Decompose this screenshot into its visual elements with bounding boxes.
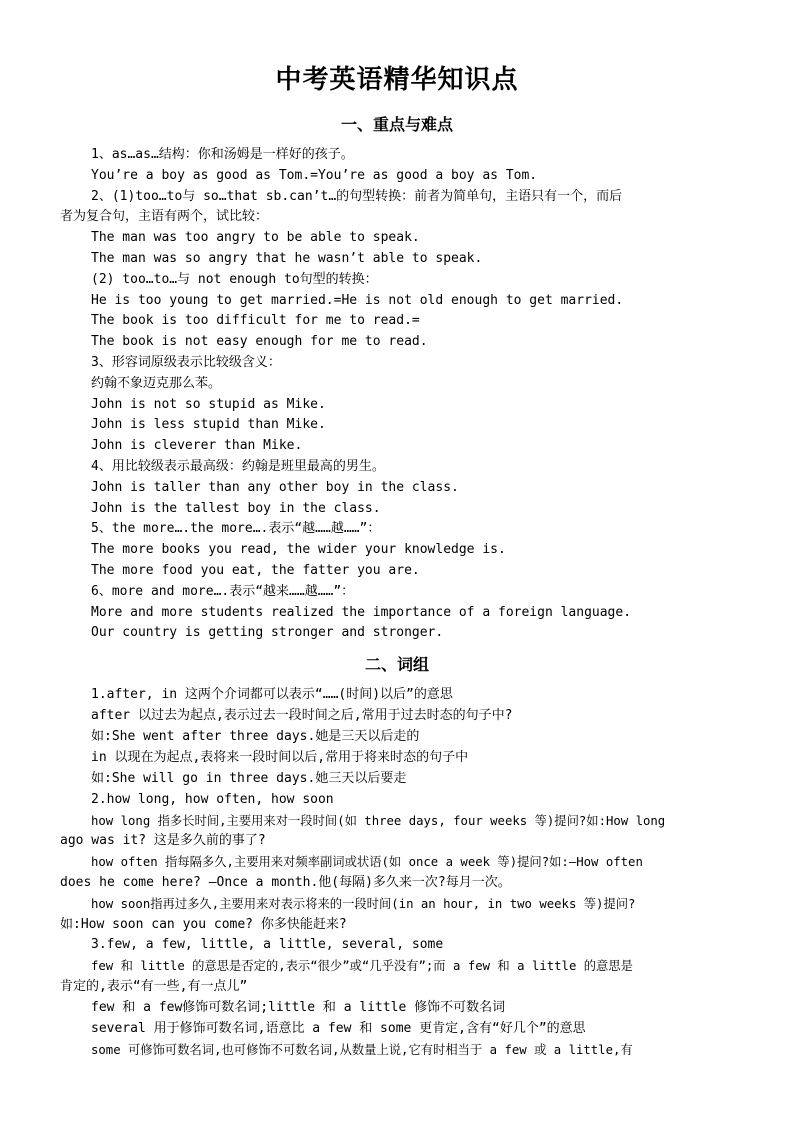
text-line: 1、as…as…结构：你和汤姆是一样好的孩子。 bbox=[91, 147, 354, 162]
text-line: John is taller than any other boy in the class. bbox=[91, 480, 459, 495]
text-line: The man was too angry to be able to speak. bbox=[91, 230, 420, 245]
text-line: few 和 a few修饰可数名词;little 和 a little 修饰不可数名词 bbox=[91, 1000, 506, 1015]
text-line: The book is too difficult for me to read.= bbox=[91, 313, 420, 328]
text-line: The book is not easy enough for me to read. bbox=[91, 334, 428, 349]
text-line: He is too young to get married.=He is not old enough to get married. bbox=[91, 293, 624, 308]
text-line: 3.few, a few, little, a little, several, some bbox=[91, 937, 444, 952]
text-line: in 以现在为起点,表将来一段时间以后,常用于将来时态的句子中 bbox=[91, 750, 469, 765]
text-line: 1.after, in 这两个介词都可以表示“……(时间)以后”的意思 bbox=[91, 687, 453, 702]
text-line: 6、more and more….表示“越来……越……”： bbox=[91, 584, 355, 599]
text-line: 肯定的,表示“有一些,有一点儿” bbox=[60, 979, 248, 994]
text-line: some 可修饰可数名词,也可修饰不可数名词,从数量上说,它有时相当于 a few 或 a little,有 bbox=[91, 1043, 633, 1057]
text-line: The man was so angry that he wasn’t able to speak. bbox=[91, 251, 483, 266]
section-heading-phrases: 二、词组 bbox=[364, 655, 429, 674]
text-line: John is the tallest boy in the class. bbox=[91, 501, 381, 516]
text-line: few 和 little 的意思是否定的,表示“很少”或“几乎没有”;而 a few 和 a little 的意思是 bbox=[91, 959, 633, 973]
text-line: 5、the more….the more….表示“越……越……”： bbox=[91, 521, 381, 536]
text-line: 者为复合句，主语有两个，试比较： bbox=[60, 209, 269, 224]
text-line: 约翰不象迈克那么苯。 bbox=[91, 376, 222, 391]
text-line: 如:How soon can you come? 你多快能赶来? bbox=[60, 917, 347, 932]
text-line: More and more students realized the importance of a foreign language. bbox=[91, 605, 632, 620]
text-line: ago was it? 这是多久前的事了? bbox=[60, 833, 266, 848]
text-line: how often 指每隔多久,主要用来对频率副词或状语(如 once a week 等)提问?如:—How often bbox=[91, 855, 643, 869]
text-line: 如:She will go in three days.她三天以后要走 bbox=[91, 771, 407, 786]
text-line: how soon指再过多久,主要用来对表示将来的一段时间(in an hour, in two weeks 等)提问? bbox=[91, 897, 636, 911]
text-line: 4、用比较级表示最高级：约翰是班里最高的男生。 bbox=[91, 459, 385, 474]
text-line: John is less stupid than Mike. bbox=[91, 417, 326, 432]
text-line: (2) too…to…与 not enough to句型的转换： bbox=[91, 272, 378, 287]
document-title: 中考英语精华知识点 bbox=[275, 65, 519, 95]
text-line: 3、形容词原级表示比较级含义： bbox=[91, 355, 281, 370]
text-line: several 用于修饰可数名词,语意比 a few 和 some 更肯定,含有“好几个”的意思 bbox=[91, 1021, 586, 1036]
text-line: Our country is getting stronger and stronger. bbox=[91, 625, 444, 640]
text-line: after 以过去为起点,表示过去一段时间之后,常用于过去时态的句子中? bbox=[91, 708, 513, 723]
text-line: John is not so stupid as Mike. bbox=[91, 397, 326, 412]
text-line: does he come here? —Once a month.他(每隔)多久来一次?每月一次。 bbox=[60, 875, 511, 890]
text-line: John is cleverer than Mike. bbox=[91, 438, 303, 453]
text-line: 如:She went after three days.她是三天以后走的 bbox=[91, 729, 420, 744]
text-line: You’re a boy as good as Tom.=You’re as good a boy as Tom. bbox=[91, 168, 538, 183]
text-line: 2、(1)too…to与 so…that sb.can’t…的句型转换：前者为简单句，主语只有一个，而后 bbox=[91, 189, 623, 204]
text-line: The more food you eat, the fatter you are. bbox=[91, 563, 420, 578]
section-heading-key-points: 一、重点与难点 bbox=[340, 115, 453, 134]
text-line: 2.how long, how often, how soon bbox=[91, 792, 334, 807]
text-line: The more books you read, the wider your knowledge is. bbox=[91, 542, 506, 557]
text-line: how long 指多长时间,主要用来对一段时间(如 three days, four weeks 等)提问?如:How long bbox=[91, 814, 666, 828]
